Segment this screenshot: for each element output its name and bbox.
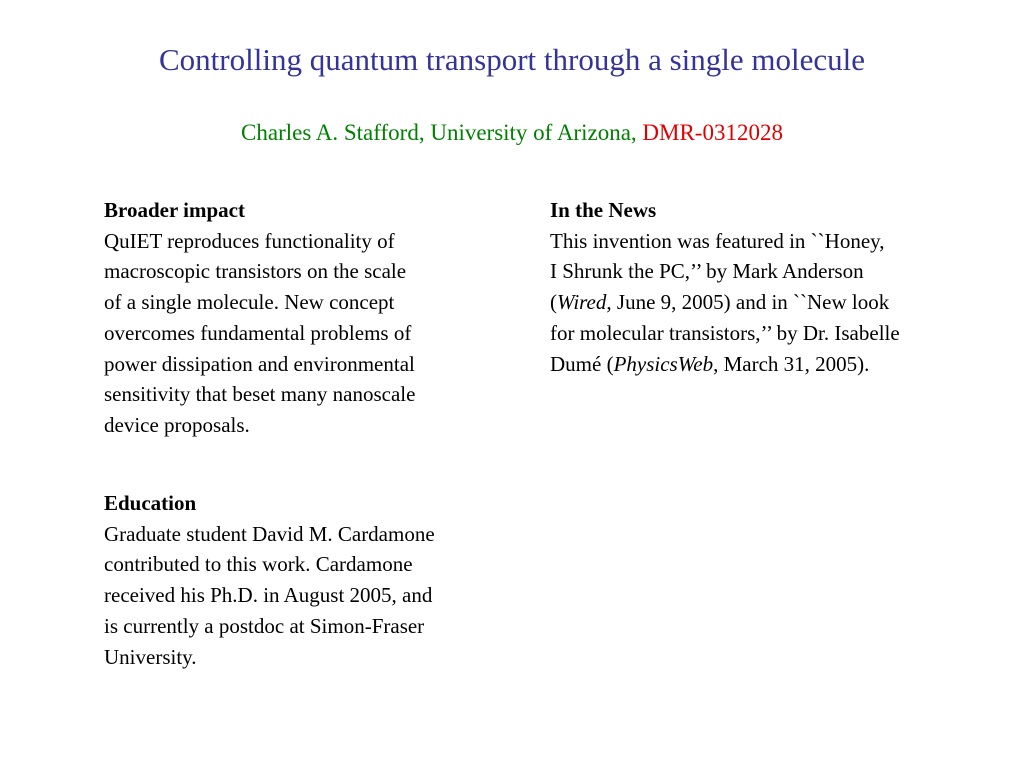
in-the-news-heading: In the News (550, 198, 657, 222)
education-line: received his Ph.D. in August 2005, and (104, 583, 433, 608)
news-text: , June 9, 2005) and in ``New look (606, 290, 890, 315)
slide-subtitle (0, 116, 1024, 150)
broader-impact-heading: Broader impact (104, 198, 245, 222)
grant-number: DMR-0312028 (642, 120, 783, 145)
broader-impact-line: QuIET reproduces functionality of (104, 228, 395, 253)
news-line (550, 349, 900, 380)
broader-impact-line: overcomes fundamental problems of (104, 320, 412, 345)
broader-impact-line: macroscopic transistors on the scale (104, 259, 407, 284)
education-line: is currently a postdoc at Simon-Fraser (104, 613, 425, 638)
wired-magazine-name: Wired (557, 290, 607, 315)
broader-impact-line: device proposals. (104, 412, 250, 437)
broader-impact-line: sensitivity that beset many nanoscale (104, 382, 416, 407)
education-section (104, 488, 435, 672)
in-the-news-section (550, 195, 900, 379)
news-line: This invention was featured in ``Honey, (550, 228, 885, 253)
news-line (550, 287, 900, 318)
physicsweb-name: PhysicsWeb (613, 351, 714, 376)
news-line: for molecular transistors,’’ by Dr. Isabelle (550, 320, 900, 345)
slide-title: Controlling quantum transport through a single molecule (159, 42, 865, 77)
news-text: Dumé ( (550, 351, 614, 376)
education-heading: Education (104, 491, 197, 515)
education-line: University. (104, 644, 197, 669)
broader-impact-section (104, 195, 415, 441)
education-line: contributed to this work. Cardamone (104, 552, 413, 577)
author-affiliation: Charles A. Stafford, University of Arizona, (241, 120, 637, 145)
news-line: I Shrunk the PC,’’ by Mark Anderson (550, 259, 864, 284)
news-paren: ( (550, 290, 557, 315)
broader-impact-line: power dissipation and environmental (104, 351, 415, 376)
news-text: , March 31, 2005). (713, 351, 870, 376)
broader-impact-line: of a single molecule. New concept (104, 290, 395, 315)
education-line: Graduate student David M. Cardamone (104, 521, 435, 546)
